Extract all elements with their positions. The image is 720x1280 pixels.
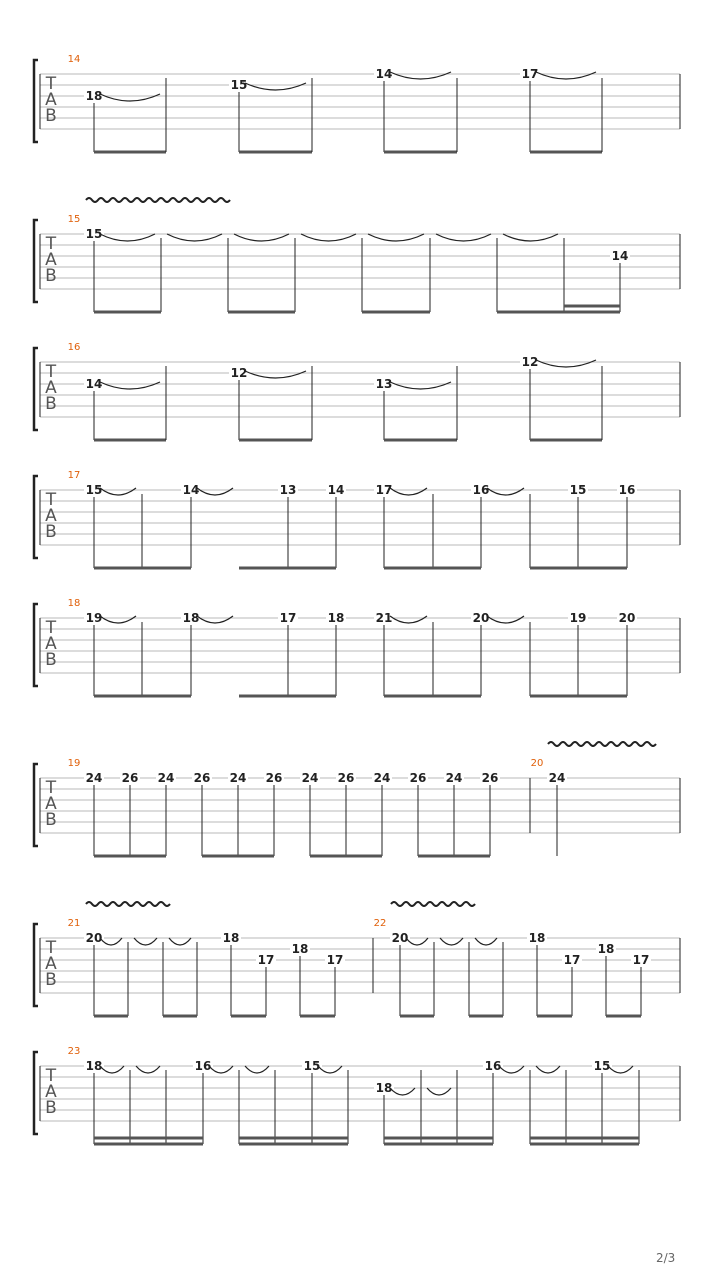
tie-arc [197,616,233,623]
fret-number: 18 [375,1081,393,1095]
tie-arc [536,360,596,367]
fret-number: 18 [597,942,615,956]
fret-number: 17 [563,953,581,967]
tab-clef-letter: A [45,954,57,974]
tie-arc [100,616,136,623]
fret-number: 26 [337,771,355,785]
tie-arc [536,72,596,79]
fret-number: 18 [528,931,546,945]
tie-arc [368,234,424,241]
fret-number: 16 [618,483,636,497]
fret-number: 15 [303,1059,321,1073]
tab-clef-letter: T [45,362,57,382]
tab-clef-letter: B [45,650,57,670]
fret-number: 17 [632,953,650,967]
measure-number: 21 [67,918,81,929]
fret-number: 15 [593,1059,611,1073]
measure-number: 14 [67,54,81,65]
tie-arc [100,488,136,495]
tab-clef-letter: B [45,810,57,830]
fret-number: 17 [257,953,275,967]
vibrato-mark [391,902,475,906]
fret-number: 14 [85,377,103,391]
system-bracket [34,1052,38,1134]
fret-number: 18 [327,611,345,625]
tie-arc [301,234,356,241]
tie-arc [197,488,233,495]
tab-clef-letter: B [45,106,57,126]
tie-arc [136,1066,160,1073]
fret-number: 15 [230,78,248,92]
vibrato-mark [548,742,656,746]
tab-clef-letter: T [45,1066,57,1086]
fret-number: 24 [229,771,247,785]
tab-clef-letter: T [45,778,57,798]
tie-arc [503,234,558,241]
tie-arc [134,938,157,945]
fret-number: 15 [85,483,103,497]
fret-number: 18 [182,611,200,625]
fret-number: 26 [265,771,283,785]
tie-arc [245,1066,269,1073]
tab-clef-letter: A [45,250,57,270]
fret-number: 20 [391,931,409,945]
fret-number: 14 [327,483,345,497]
fret-number: 20 [472,611,490,625]
measure-number: 20 [530,758,544,769]
tab-clef-letter: T [45,234,57,254]
tab-clef-letter: T [45,74,57,94]
measure-number: 15 [67,214,81,225]
fret-number: 26 [121,771,139,785]
tie-arc [487,488,524,495]
measure-number: 19 [67,758,81,769]
tie-arc [436,234,491,241]
tie-arc [100,382,160,389]
system-bracket [34,60,38,142]
tie-arc [536,1066,560,1073]
fret-number: 20 [618,611,636,625]
page-number: 2/3 [656,1251,676,1265]
tab-clef-letter: B [45,1098,57,1118]
fret-number: 15 [85,227,103,241]
tab-clef-letter: B [45,394,57,414]
tie-arc [100,94,160,101]
fret-number: 14 [611,249,629,263]
fret-number: 26 [481,771,499,785]
measure-number: 17 [67,470,81,481]
fret-number: 18 [85,1059,103,1073]
fret-number: 12 [230,366,248,380]
fret-number: 24 [301,771,319,785]
tie-arc [390,382,451,389]
tie-arc [440,938,463,945]
fret-number: 24 [157,771,175,785]
vibrato-mark [86,902,170,906]
system-bracket [34,604,38,686]
tie-arc [100,234,155,241]
fret-number: 17 [521,67,539,81]
fret-number: 13 [375,377,393,391]
tab-clef-letter: B [45,522,57,542]
system-bracket [34,764,38,846]
measure-number: 23 [67,1046,81,1057]
tab-clef-letter: T [45,490,57,510]
tie-arc [245,83,306,90]
measure-number: 18 [67,598,81,609]
fret-number: 26 [193,771,211,785]
tab-clef-letter: A [45,634,57,654]
system-bracket [34,348,38,430]
tab-clef-letter: A [45,506,57,526]
tie-arc [390,488,427,495]
fret-number: 24 [445,771,463,785]
fret-number: 12 [521,355,539,369]
fret-number: 19 [85,611,103,625]
fret-number: 16 [472,483,490,497]
tie-arc [234,234,289,241]
fret-number: 17 [326,953,344,967]
fret-number: 17 [375,483,393,497]
fret-number: 24 [373,771,391,785]
tie-arc [167,234,222,241]
fret-number: 14 [375,67,393,81]
tab-clef-letter: B [45,970,57,990]
tab-clef-letter: A [45,90,57,110]
fret-number: 15 [569,483,587,497]
fret-number: 14 [182,483,200,497]
fret-number: 20 [85,931,103,945]
vibrato-mark [86,198,230,202]
fret-number: 18 [222,931,240,945]
fret-number: 13 [279,483,297,497]
fret-number: 26 [409,771,427,785]
fret-number: 19 [569,611,587,625]
fret-number: 17 [279,611,297,625]
measure-number: 16 [67,342,81,353]
fret-number: 18 [291,942,309,956]
tie-arc [390,616,427,623]
fret-number: 18 [85,89,103,103]
system-bracket [34,220,38,302]
tie-arc [427,1088,451,1095]
tab-clef-letter: A [45,378,57,398]
tie-arc [169,938,191,945]
fret-number: 21 [375,611,393,625]
system-bracket [34,924,38,1006]
tab-clef-letter: A [45,794,57,814]
fret-number: 24 [548,771,566,785]
tab-clef-letter: T [45,618,57,638]
tab-clef-letter: A [45,1082,57,1102]
measure-number: 22 [373,918,387,929]
fret-number: 24 [85,771,103,785]
tie-arc [390,72,451,79]
system-bracket [34,476,38,558]
tie-arc [475,938,497,945]
tab-clef-letter: B [45,266,57,286]
fret-number: 16 [194,1059,212,1073]
tie-arc [487,616,524,623]
tie-arc [245,371,306,378]
tab-clef-letter: T [45,938,57,958]
fret-number: 16 [484,1059,502,1073]
